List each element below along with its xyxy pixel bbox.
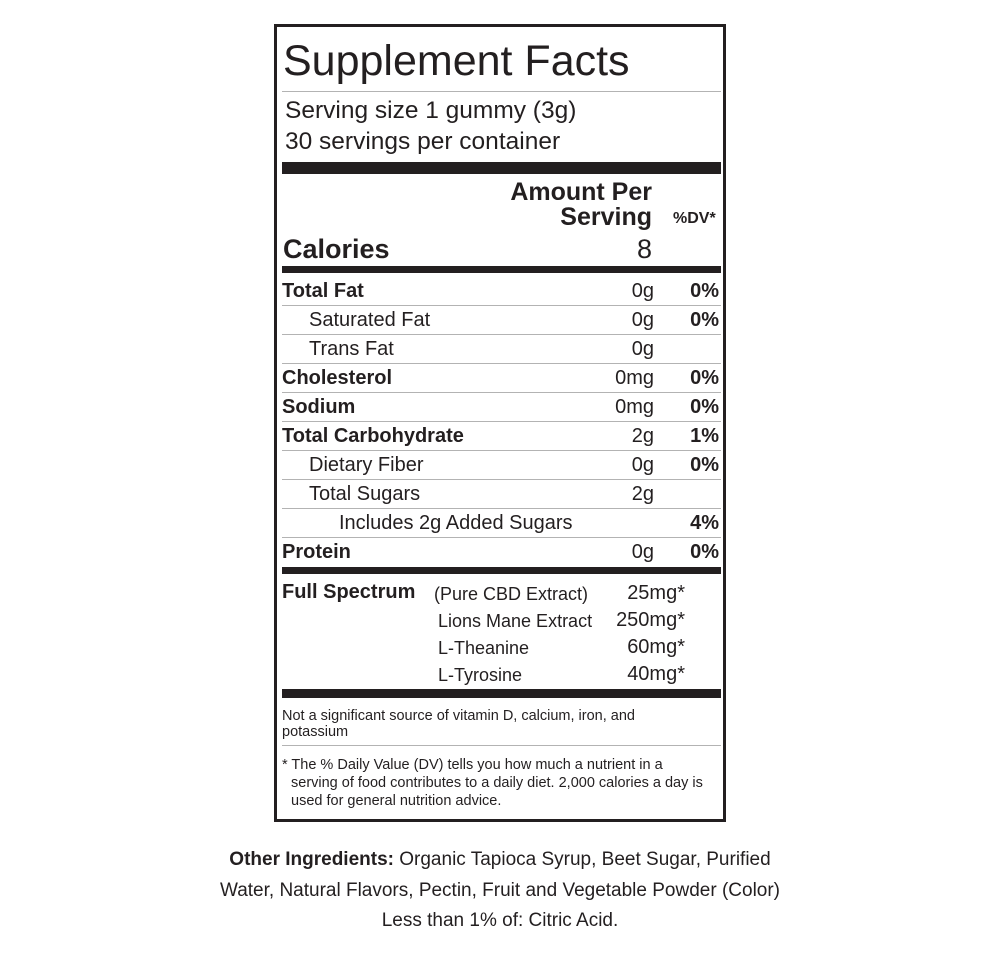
nutrient-dv: 4%: [690, 512, 719, 534]
active-ingredient-amount: 40mg*: [627, 663, 685, 685]
calories-label: Calories: [283, 234, 390, 264]
nutrient-row-dietary-fiber: [282, 451, 721, 480]
servings-per-container: 30 servings per container: [285, 128, 561, 155]
nutrient-name: Cholesterol: [282, 367, 393, 389]
serving-size: Serving size 1 gummy (3g): [285, 97, 577, 124]
panel-title: Supplement Facts: [283, 37, 630, 85]
active-ingredient-amount: 250mg*: [616, 609, 685, 631]
nutrient-amount: 0g: [631, 280, 654, 302]
nutrient-row-cholesterol: [282, 364, 721, 393]
nutrient-name: Dietary Fiber: [309, 454, 424, 476]
nutrient-row-total-fat: [282, 277, 721, 306]
nutrient-dv: 0%: [690, 280, 719, 302]
nutrient-dv: 0%: [690, 309, 719, 331]
nutrient-name: Total Fat: [282, 280, 364, 302]
nutrient-dv: 1%: [690, 425, 719, 447]
nutrient-amount: 2g: [631, 425, 654, 447]
nutrient-name: Includes 2g Added Sugars: [339, 512, 573, 534]
nutrient-dv: 0%: [690, 454, 719, 476]
active-ingredient-amount: 25mg*: [627, 582, 685, 604]
dv-header: %DV*: [673, 210, 716, 227]
nutrient-dv: 0%: [690, 541, 719, 563]
calories-value: 8: [636, 234, 652, 264]
other-ingredients: [200, 845, 800, 937]
nutrient-amount: 0mg: [615, 396, 654, 418]
nutrient-name: Saturated Fat: [309, 309, 431, 331]
active-ingredient-name: Lions Mane Extract: [438, 611, 593, 631]
nutrient-row-protein: [282, 538, 721, 567]
nutrient-name: Trans Fat: [309, 338, 394, 360]
active-ingredient-name: L-Theanine: [438, 638, 530, 658]
nutrient-row-saturated-fat: [282, 306, 721, 335]
nutrient-name: Total Carbohydrate: [282, 425, 464, 447]
nutrient-amount: 0g: [631, 309, 654, 331]
divider: [282, 91, 721, 92]
other-ingredients-label: Other Ingredients:: [229, 849, 394, 870]
active-ingredient-name: (Pure CBD Extract): [434, 584, 589, 604]
nutrient-row-trans-fat: [282, 335, 721, 364]
not-significant-note: Not a significant source of vitamin D, calcium, iron, and potassium: [282, 708, 635, 740]
nutrient-amount: 0mg: [615, 367, 654, 389]
thick-divider: [282, 162, 721, 174]
nutrient-row-total-carbohydrate: [282, 422, 721, 451]
full-spectrum-label: Full Spectrum: [282, 581, 416, 603]
nutrient-row-added-sugars: [282, 509, 721, 538]
thick-divider: [282, 567, 721, 574]
thick-divider: [282, 266, 721, 273]
nutrient-row-sodium: [282, 393, 721, 422]
serving-header: Serving: [560, 203, 652, 231]
nutrient-row-total-sugars: [282, 480, 721, 509]
divider: [282, 745, 721, 746]
nutrient-name: Sodium: [282, 396, 356, 418]
nutrient-name: Protein: [282, 541, 351, 563]
active-ingredient-amount: 60mg*: [627, 636, 685, 658]
dv-footnote: * The % Daily Value (DV) tells you how much a nutrient in a serving of food contributes to a daily diet. 2,000 calories a day is used for general nutrition advice.: [282, 757, 703, 809]
active-ingredient-name: L-Tyrosine: [438, 665, 523, 685]
nutrient-amount: 0g: [631, 454, 654, 476]
nutrient-name: Total Sugars: [309, 483, 421, 505]
nutrient-amount: 2g: [631, 483, 654, 505]
other-ingredients-text: Organic Tapioca Syrup, Beet Sugar, Purified Water, Natural Flavors, Pectin, Fruit and Vegetable Powder (Color) Less than 1% of: Citric Acid.: [219, 849, 781, 931]
amount-per-header: Amount Per: [510, 178, 652, 206]
nutrient-dv: 0%: [690, 396, 719, 418]
nutrient-amount: 0g: [631, 541, 654, 563]
thick-divider: [282, 689, 721, 698]
nutrient-amount: 0g: [631, 338, 654, 360]
supplement-facts-panel: [274, 24, 726, 822]
nutrient-dv: 0%: [690, 367, 719, 389]
